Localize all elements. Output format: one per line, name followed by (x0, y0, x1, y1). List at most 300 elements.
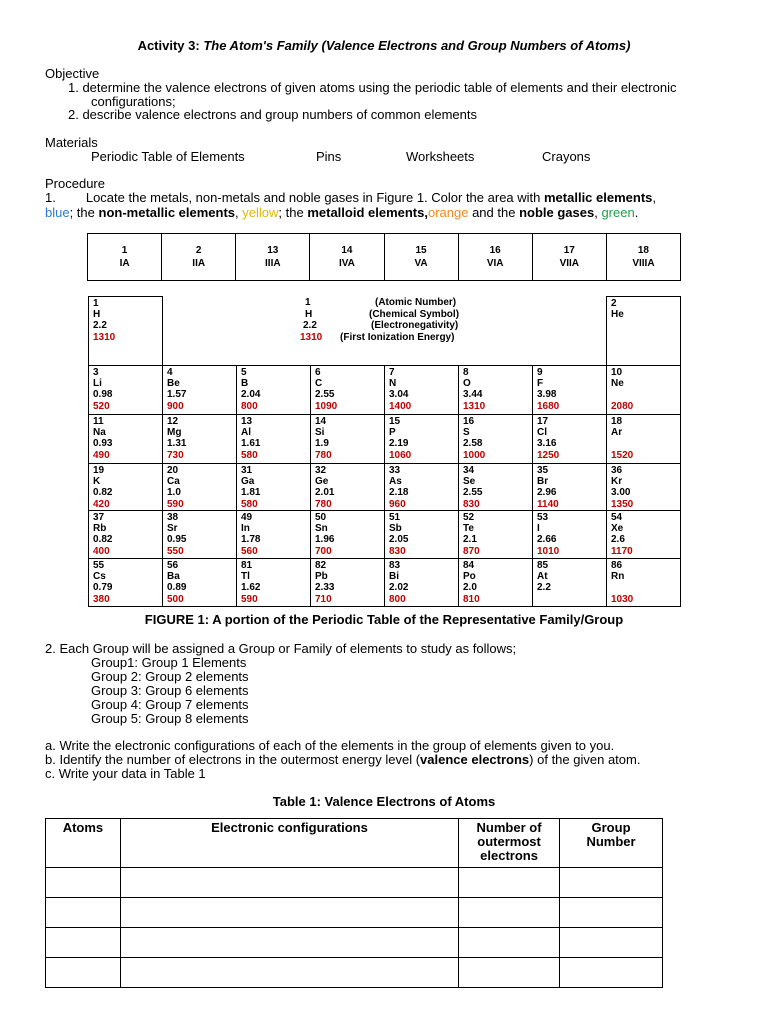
atomic-number: 33 (389, 465, 401, 476)
ionization-energy: 1060 (389, 449, 412, 461)
electronegativity: 2.04 (241, 389, 261, 401)
ionization-energy: 2080 (611, 400, 634, 412)
ionization-energy: 420 (93, 498, 110, 510)
ionization-energy: 1000 (463, 449, 486, 461)
ionization-energy: 1680 (537, 400, 560, 412)
chemical-symbol: As (389, 476, 402, 488)
chemical-symbol: Mg (167, 427, 182, 439)
legend-symbol: H (305, 308, 313, 320)
table-row (46, 928, 663, 958)
sep: , (594, 205, 602, 220)
element-cell-sn (310, 510, 385, 559)
group-roman: IA (119, 258, 130, 269)
legend-en-label: (Electronegativity) (371, 320, 459, 331)
electronegativity: 2.18 (389, 487, 409, 499)
header-electronic-configurations: Electronic configurations (120, 819, 458, 868)
chemical-symbol: Al (241, 427, 251, 439)
step-number: 1. (45, 190, 56, 205)
group-header-table (87, 233, 681, 281)
element-cell-li (88, 365, 163, 415)
electronegativity: 2.6 (611, 534, 625, 546)
atomic-number: 14 (315, 416, 327, 427)
element-cell-na (88, 414, 163, 464)
chemical-symbol: Po (463, 571, 476, 583)
table-cell[interactable] (46, 928, 121, 958)
legend-symbol-label: (Chemical Symbol) (369, 308, 460, 320)
electronegativity: 0.82 (93, 534, 113, 546)
element-cell-cs (88, 558, 163, 607)
ionization-energy: 580 (241, 449, 258, 461)
atomic-number: 56 (167, 560, 179, 571)
element-cell-br (532, 463, 607, 511)
ionization-energy: 830 (389, 545, 406, 557)
ionization-energy: 1250 (537, 449, 560, 461)
electronegativity (611, 389, 680, 400)
ionization-energy: 870 (463, 545, 480, 557)
electronegativity: 2.2 (537, 582, 551, 594)
legend-ie-label: (First Ionization Energy) (340, 331, 455, 343)
group-header-cell (459, 234, 533, 280)
electronegativity: 2.1 (463, 534, 477, 546)
atomic-number: 11 (93, 416, 104, 427)
atomic-number: 7 (389, 367, 395, 378)
electronegativity: 1.0 (167, 487, 181, 499)
element-cell-n (384, 365, 459, 415)
table-row (46, 898, 663, 928)
element-cell-as (384, 463, 459, 511)
atomic-number: 82 (315, 560, 327, 571)
electronegativity: 3.04 (389, 389, 409, 401)
element-cell-he (606, 296, 681, 366)
electronegativity (611, 438, 680, 449)
chemical-symbol: Ar (611, 427, 623, 439)
task-b (45, 752, 640, 767)
chemical-symbol: Na (93, 427, 106, 439)
ionization-energy: 780 (315, 498, 332, 510)
legend-en: 2.2 (303, 320, 317, 331)
electronegativity: 0.89 (167, 582, 187, 594)
valence-electrons-table (45, 818, 663, 988)
procedure-heading: Procedure (45, 176, 105, 191)
chemical-symbol: He (611, 309, 624, 321)
assignment-3: Group 3: Group 6 elements (91, 683, 249, 698)
element-cell-mg (162, 414, 237, 464)
atomic-number: 20 (167, 465, 179, 476)
group-number: 13 (267, 245, 279, 256)
metallic-elements-text: metallic elements (544, 190, 653, 205)
electronegativity: 1.81 (241, 487, 261, 499)
group-number: 15 (415, 245, 427, 256)
ionization-energy: 1170 (611, 545, 633, 557)
table-cell[interactable] (120, 868, 458, 898)
table-cell[interactable] (46, 868, 121, 898)
atomic-number: 35 (537, 465, 549, 476)
chemical-symbol: Te (463, 523, 474, 535)
element-cell-b (236, 365, 311, 415)
ionization-energy: 730 (167, 449, 184, 461)
noble-gases-text: noble gases (519, 205, 595, 220)
element-cell-ge (310, 463, 385, 511)
color-green: green (601, 205, 635, 220)
atomic-number: 12 (167, 416, 179, 427)
chemical-symbol: F (537, 378, 544, 390)
chemical-symbol: S (463, 427, 470, 439)
atomic-number: 50 (315, 512, 327, 523)
table-cell[interactable] (120, 898, 458, 928)
electronegativity: 2.01 (315, 487, 335, 499)
group-number: 16 (489, 245, 501, 256)
element-cell-ar (606, 414, 681, 464)
atomic-number: 16 (463, 416, 475, 427)
group-header-cell (607, 234, 680, 280)
atomic-number: 5 (241, 367, 247, 378)
element-cell-tl (236, 558, 311, 607)
element-cell-ca (162, 463, 237, 511)
element-cell-al (236, 414, 311, 464)
atomic-number: 8 (463, 367, 469, 378)
sep: and the (468, 205, 520, 220)
chemical-symbol: Rn (611, 571, 625, 583)
element-cell-sb (384, 510, 459, 559)
chemical-symbol: Ca (167, 476, 180, 488)
element-cell-in (236, 510, 311, 559)
element-cell-rn (606, 558, 681, 607)
electronegativity: 2.96 (537, 487, 557, 499)
chemical-symbol: Sn (315, 523, 328, 535)
group-header-cell (533, 234, 607, 280)
table-cell[interactable] (560, 958, 663, 988)
non-metallic-elements-text: non-metallic elements (98, 205, 236, 220)
element-cell-ne (606, 365, 681, 415)
chemical-symbol: Tl (241, 571, 250, 583)
element-cell-ba (162, 558, 237, 607)
table-cell[interactable] (46, 898, 121, 928)
element-cell-kr (606, 463, 681, 511)
materials-heading: Materials (45, 135, 98, 150)
chemical-symbol: Xe (611, 523, 624, 535)
element-cell-xe (606, 510, 681, 559)
atomic-number: 83 (389, 560, 401, 571)
atomic-number: 34 (463, 465, 475, 476)
electronegativity: 3.44 (463, 389, 483, 401)
electronegativity: 3.00 (611, 487, 631, 499)
chemical-symbol: Pb (315, 571, 328, 583)
sep: , (235, 205, 243, 220)
procedure-step-1-line-1 (45, 190, 656, 205)
material-crayons: Crayons (542, 149, 591, 164)
chemical-symbol: Br (537, 476, 549, 488)
table-1-caption: Table 1: Valence Electrons of Atoms (272, 794, 496, 809)
atomic-number: 1 (93, 298, 99, 309)
atomic-number: 36 (611, 465, 623, 476)
table-cell[interactable] (560, 928, 663, 958)
chemical-symbol: Se (463, 476, 476, 488)
assignment-2: Group 2: Group 2 elements (91, 669, 249, 684)
task-a: a. Write the electronic configurations of each of the elements in the group of elements given to you. (45, 738, 615, 753)
atomic-number: 9 (537, 367, 543, 378)
element-cell-pb (310, 558, 385, 607)
ionization-energy: 800 (389, 593, 406, 605)
header-group-number: Group Number (560, 819, 663, 868)
task-c: c. Write your data in Table 1 (45, 766, 206, 781)
ionization-energy: 1520 (611, 449, 634, 461)
chemical-symbol: Ge (315, 476, 329, 488)
legend-atomic-number-label: (Atomic Number) (375, 297, 457, 308)
table-cell[interactable] (459, 898, 560, 928)
ionization-energy: 830 (463, 498, 480, 510)
group-number: 18 (637, 245, 649, 256)
atomic-number: 55 (93, 560, 105, 571)
atomic-number: 38 (167, 512, 179, 523)
atomic-number: 32 (315, 465, 327, 476)
electronegativity: 1.57 (167, 389, 187, 401)
ionization-energy: 710 (315, 593, 332, 605)
ionization-energy: 780 (315, 449, 332, 461)
element-cell-cl (532, 414, 607, 464)
legend-atomic-number: 1 (305, 297, 311, 308)
ionization-energy: 380 (93, 593, 110, 605)
group-header-cell (385, 234, 459, 280)
ionization-energy: 1090 (315, 400, 338, 412)
atomic-number: 52 (463, 512, 475, 523)
ionization-energy: 560 (241, 545, 258, 557)
group-roman: VIA (486, 258, 504, 269)
chemical-symbol: P (389, 427, 396, 439)
color-orange: orange (427, 205, 469, 220)
chemical-symbol: Kr (611, 476, 623, 488)
procedure-step-1-line-2 (45, 205, 638, 220)
element-cell-c (310, 365, 385, 415)
chemical-symbol: Ba (167, 571, 180, 583)
atomic-number: 85 (537, 560, 549, 571)
element-cell-be (162, 365, 237, 415)
ionization-energy: 580 (241, 498, 258, 510)
atomic-number: 51 (389, 512, 401, 523)
chemical-symbol: O (463, 378, 471, 390)
group-roman: VIIA (559, 258, 580, 269)
atomic-number: 15 (389, 416, 401, 427)
group-roman: VIIIA (632, 258, 655, 269)
period: . (634, 205, 639, 220)
group-roman: IIIA (265, 258, 281, 269)
table-cell[interactable] (120, 958, 458, 988)
ionization-energy: 1350 (611, 498, 634, 510)
atomic-number: 18 (611, 416, 623, 427)
ionization-energy: 810 (463, 593, 480, 605)
table-cell[interactable] (560, 868, 663, 898)
chemical-symbol: H (93, 309, 101, 321)
material-periodic-table: Periodic Table of Elements (91, 149, 245, 164)
color-yellow: yellow (242, 205, 279, 220)
electronegativity: 1.62 (241, 582, 261, 594)
valence-electrons-text: valence electrons (420, 752, 530, 767)
table-cell[interactable] (459, 868, 560, 898)
atomic-number: 3 (93, 367, 99, 378)
ionization-energy: 590 (167, 498, 184, 510)
title-italic: The Atom's Family (Valence Electrons and Group Numbers of Atoms) (203, 38, 631, 53)
element-cell-k (88, 463, 163, 511)
atomic-number: 54 (611, 512, 623, 523)
assignment-1: Group1: Group 1 Elements (91, 655, 247, 670)
chemical-symbol: Si (315, 427, 325, 439)
electronegativity: 1.78 (241, 534, 261, 546)
chemical-symbol: Sb (389, 523, 402, 535)
chemical-symbol: Be (167, 378, 180, 390)
electronegativity: 2.19 (389, 438, 409, 450)
electronegativity: 1.96 (315, 534, 335, 546)
atomic-number: 2 (611, 298, 617, 309)
electronegativity (611, 320, 680, 331)
chemical-symbol: N (389, 378, 397, 390)
chemical-symbol: Ga (241, 476, 255, 488)
step-1-text: Locate the metals, non-metals and noble gases in Figure 1. Color the area with (85, 190, 544, 205)
element-cell-s (458, 414, 533, 464)
comma: , (652, 190, 657, 205)
element-cell-si (310, 414, 385, 464)
title-prefix: Activity 3: (137, 38, 204, 53)
atomic-number: 6 (315, 367, 321, 378)
element-cell-sr (162, 510, 237, 559)
chemical-symbol: Sr (167, 523, 178, 535)
element-cell-o (458, 365, 533, 415)
assignment-5: Group 5: Group 8 elements (91, 711, 249, 726)
chemical-symbol: In (241, 523, 250, 535)
ionization-energy: 500 (167, 593, 184, 605)
element-cell-se (458, 463, 533, 511)
chemical-symbol: I (537, 523, 540, 535)
objective-item-1-cont: configurations; (91, 94, 176, 109)
element-cell-i (532, 510, 607, 559)
table-cell[interactable] (120, 928, 458, 958)
ionization-energy: 1030 (611, 593, 634, 605)
element-cell-bi (384, 558, 459, 607)
group-number: 17 (563, 245, 575, 256)
group-roman: VA (414, 258, 428, 269)
chemical-symbol: C (315, 378, 323, 390)
atomic-number: 31 (241, 465, 253, 476)
ionization-energy: 1310 (463, 400, 486, 412)
objective-heading: Objective (45, 66, 100, 81)
element-key-legend (297, 297, 459, 343)
material-worksheets: Worksheets (406, 149, 475, 164)
atomic-number: 13 (241, 416, 253, 427)
element-cell-p (384, 414, 459, 464)
ionization-energy: 900 (167, 400, 184, 412)
element-cell-te (458, 510, 533, 559)
material-pins: Pins (316, 149, 342, 164)
atomic-number: 86 (611, 560, 623, 571)
ionization-energy: 520 (93, 400, 110, 412)
electronegativity: 2.66 (537, 534, 557, 546)
table-cell[interactable] (560, 898, 663, 928)
header-outermost-electrons: Number of outermost electrons (459, 819, 560, 868)
ionization-energy: 1310 (93, 331, 116, 343)
electronegativity: 2.55 (315, 389, 335, 401)
atomic-number: 37 (93, 512, 105, 523)
group-number: 2 (195, 245, 202, 256)
table-row (46, 868, 663, 898)
group-roman: IVA (338, 258, 355, 269)
electronegativity: 0.95 (167, 534, 187, 546)
ionization-energy: 800 (241, 400, 258, 412)
electronegativity: 0.79 (93, 582, 113, 594)
atomic-number: 17 (537, 416, 549, 427)
ionization-energy (611, 332, 680, 343)
step-2-intro: 2. Each Group will be assigned a Group or Family of elements to study as follows; (45, 641, 517, 656)
electronegativity: 0.93 (93, 438, 113, 450)
group-header-cell (236, 234, 310, 280)
atomic-number: 53 (537, 512, 549, 523)
task-b-text: b. Identify the number of electrons in the outermost energy level ( (45, 752, 421, 767)
electronegativity: 1.61 (241, 438, 261, 450)
chemical-symbol: Cs (93, 571, 106, 583)
table-cell[interactable] (459, 928, 560, 958)
ionization-energy: 960 (389, 498, 406, 510)
atomic-number: 19 (93, 465, 105, 476)
element-cell-po (458, 558, 533, 607)
group-header-cell (162, 234, 236, 280)
element-cell-h (88, 296, 163, 366)
task-b-end: ) of the given atom. (529, 752, 641, 767)
chemical-symbol: Ne (611, 378, 624, 390)
sep: ; the (69, 205, 99, 220)
element-cell-f (532, 365, 607, 415)
chemical-symbol: Bi (389, 571, 399, 583)
electronegativity: 2.58 (463, 438, 483, 450)
table-cell[interactable] (46, 958, 121, 988)
electronegativity: 2.0 (463, 582, 477, 594)
chemical-symbol: Rb (93, 523, 107, 535)
electronegativity: 0.98 (93, 389, 113, 401)
electronegativity: 1.31 (167, 438, 187, 450)
electronegativity: 2.2 (93, 320, 107, 332)
objective-item-2: 2. describe valence electrons and group numbers of common elements (68, 107, 477, 122)
atomic-number: 4 (167, 367, 173, 378)
chemical-symbol: Li (93, 378, 102, 390)
ionization-energy: 550 (167, 545, 184, 557)
atomic-number: 49 (241, 512, 253, 523)
ionization-energy: 490 (93, 449, 110, 461)
chemical-symbol: B (241, 378, 249, 390)
activity-title (0, 38, 768, 53)
electronegativity: 3.16 (537, 438, 557, 450)
group-number: 14 (341, 245, 353, 256)
ionization-energy: 1140 (537, 498, 559, 510)
electronegativity: 2.02 (389, 582, 409, 594)
table-header-row (46, 819, 663, 868)
ionization-energy: 400 (93, 545, 110, 557)
electronegativity: 0.82 (93, 487, 113, 499)
color-blue: blue (45, 205, 70, 220)
assignment-4: Group 4: Group 7 elements (91, 697, 249, 712)
group-header-cell (88, 234, 162, 280)
group-roman: IIA (192, 258, 206, 269)
header-atoms: Atoms (46, 819, 121, 868)
group-number: 1 (121, 245, 128, 256)
element-cell-at (532, 558, 607, 607)
table-row (46, 958, 663, 988)
atomic-number: 81 (241, 560, 253, 571)
element-cell-ga (236, 463, 311, 511)
ionization-energy: 700 (315, 545, 332, 557)
electronegativity (611, 582, 680, 593)
electronegativity: 1.9 (315, 438, 329, 450)
chemical-symbol: At (537, 571, 548, 583)
table-cell[interactable] (459, 958, 560, 988)
atomic-number: 10 (611, 367, 623, 378)
sep: ; the (278, 205, 308, 220)
electronegativity: 2.05 (389, 534, 409, 546)
